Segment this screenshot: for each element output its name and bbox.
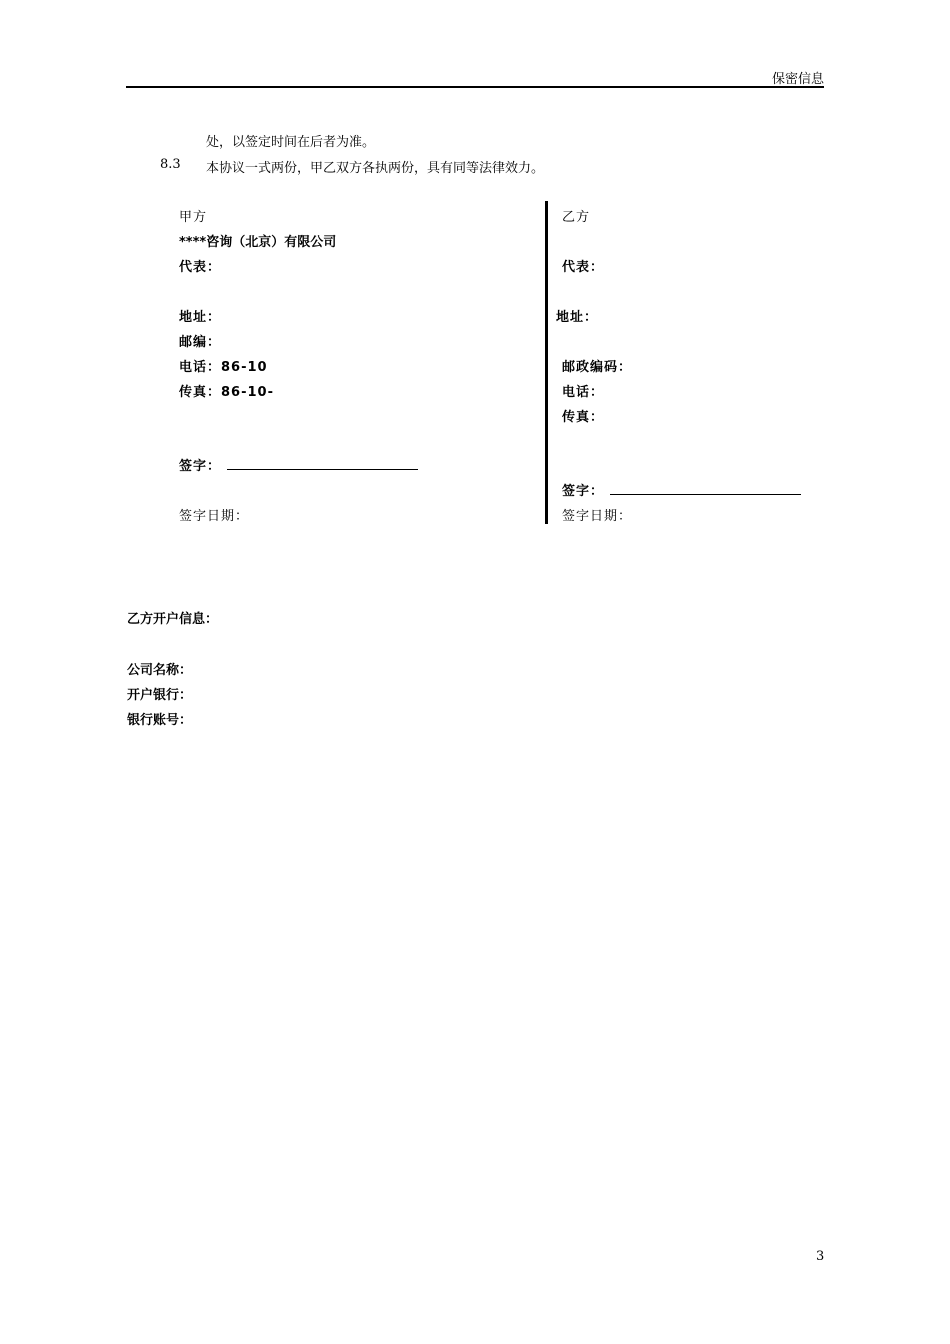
bank-info-bank: 开户银行： <box>127 688 193 703</box>
bank-info-account: 银行账号： <box>127 713 193 728</box>
column-divider <box>545 201 548 524</box>
party-a-representative: 代表： <box>179 260 222 275</box>
party-b-address: 地址： <box>556 310 599 325</box>
party-b-title: 乙方 <box>562 210 591 225</box>
party-b-sign-date: 签字日期： <box>562 509 633 524</box>
page-number: 3 <box>816 1249 825 1264</box>
header-confidential-label: 保密信息 <box>771 72 824 87</box>
header-rule <box>126 86 824 88</box>
party-b-postcode: 邮政编码： <box>562 360 633 375</box>
party-a-phone: 电话：86-10 <box>179 360 268 375</box>
party-a-company: ****咨询（北京）有限公司 <box>179 235 337 250</box>
party-b-signature-line <box>610 494 801 495</box>
party-a-fax: 传真：86-10- <box>179 385 274 400</box>
party-a-signature-label: 签字： <box>179 459 222 474</box>
bank-info-heading: 乙方开户信息： <box>127 612 219 627</box>
bank-info-company-name: 公司名称： <box>127 663 193 678</box>
party-b-signature-label: 签字： <box>562 484 605 499</box>
clause-text: 本协议一式两份，甲乙双方各执两份，具有同等法律效力。 <box>206 161 545 176</box>
party-b-fax: 传真： <box>562 410 605 425</box>
clause-number: 8.3 <box>160 157 181 172</box>
party-a-title: 甲方 <box>179 210 208 225</box>
party-a-address: 地址： <box>179 310 222 325</box>
party-a-signature-line <box>227 469 418 470</box>
party-b-phone: 电话： <box>562 385 605 400</box>
continuation-text: 处，以签定时间在后者为准。 <box>206 135 376 150</box>
party-a-sign-date: 签字日期： <box>179 509 250 524</box>
party-a-postcode: 邮编： <box>179 335 222 350</box>
party-b-representative: 代表： <box>562 260 605 275</box>
